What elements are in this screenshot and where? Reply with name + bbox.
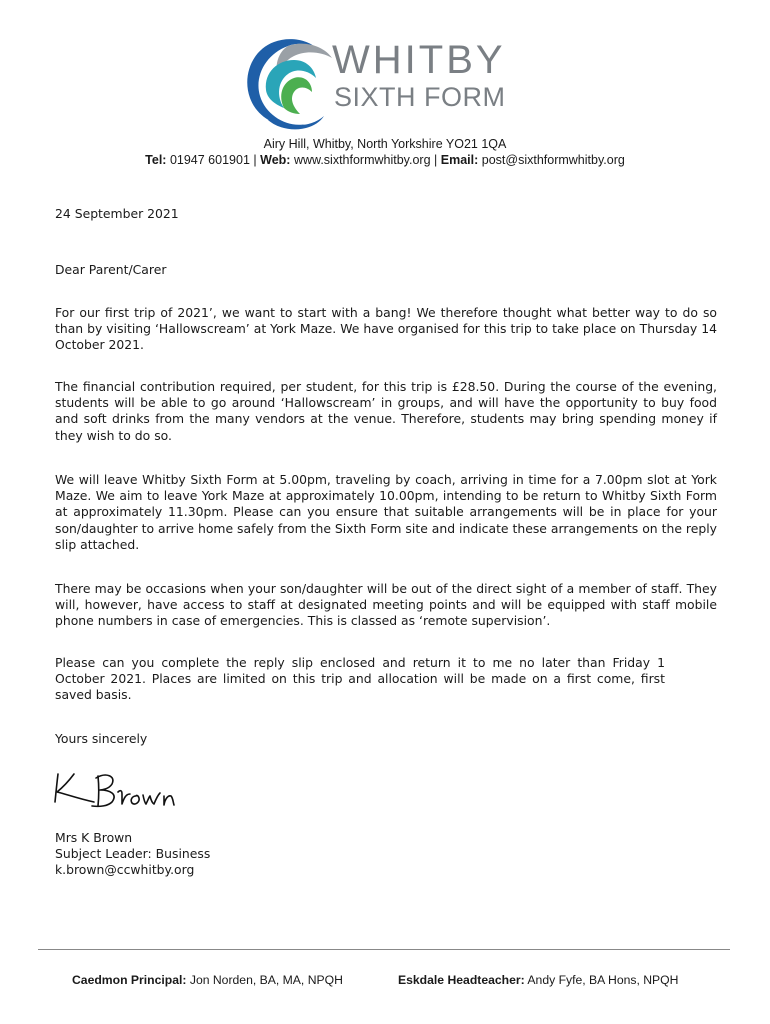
paragraph-4: There may be occasions when your son/daughter will be out of the direct sight of a member of staff. They will, however, have access to staff at designated meeting points and will be equipped with staff mobile phone numbers in case of emergencies. This is classed as ‘remote supervision’. [55, 581, 717, 629]
contact-line [0, 153, 770, 167]
signatory-email: k.brown@ccwhitby.org [55, 862, 195, 877]
paragraph-1: For our first trip of 2021’, we want to start with a bang! We therefore thought what better way to do so than by visiting ‘Hallowscream’ at York Maze. We have organised for this trip to take place on Thursday 14 October 2021. [55, 305, 717, 353]
web-label: Web: [260, 153, 291, 167]
handwritten-signature [52, 768, 182, 816]
footer-right-value: Andy Fyfe, BA Hons, NPQH [527, 973, 679, 987]
footer-left-label: Caedmon Principal: [72, 973, 187, 987]
school-logo [244, 36, 534, 136]
wave-logo-icon [244, 36, 336, 131]
email-value: post@sixthformwhitby.org [481, 153, 625, 167]
signatory-name: Mrs K Brown [55, 830, 133, 845]
salutation: Dear Parent/Carer [55, 262, 167, 277]
school-address: Airy Hill, Whitby, North Yorkshire YO21 1QA [263, 137, 507, 151]
letter-date: 24 September 2021 [55, 206, 179, 221]
separator: | [253, 153, 257, 167]
signatory-title: Subject Leader: Business [55, 846, 211, 861]
separator: | [434, 153, 438, 167]
email-label: Email: [440, 153, 479, 167]
footer-divider [38, 949, 730, 950]
paragraph-3: We will leave Whitby Sixth Form at 5.00pm, traveling by coach, arriving in time for a 7.00pm slot at York Maze. We aim to leave York Maze at approximately 10.00pm, intending to be return to Whitby Sixth Form at approximately 11.30pm. Please can you ensure that suitable arrangements will be in place for your son/daughter to arrive home safely from the Sixth Form site and indicate these arrangements on the reply slip attached. [55, 472, 717, 552]
logo-wordmark-sixth-form: SIXTH FORM [334, 82, 506, 112]
footer-caedmon [72, 973, 343, 987]
paragraph-5: Please can you complete the reply slip enclosed and return it to me no later than Friday 1 October 2021. Places are limited on this trip and allocation will be made on a first come, first saved basis. [55, 655, 665, 703]
paragraph-2: The financial contribution required, per student, for this trip is £28.50. During the course of the evening, students will be able to go around ‘Hallowscream’ in groups, and will have the opportunity to buy food and soft drinks from the many vendors at the venue. Therefore, students may bring spending money if they wish to do so. [55, 379, 717, 443]
tel-label: Tel: [145, 153, 167, 167]
tel-value: 01947 601901 [169, 153, 250, 167]
footer-eskdale [398, 973, 678, 987]
footer-left-value: Jon Norden, BA, MA, NPQH [189, 973, 343, 987]
footer-right-label: Eskdale Headteacher: [398, 973, 525, 987]
logo-wordmark-whitby: WHITBY [332, 38, 506, 82]
web-value: www.sixthformwhitby.org [293, 153, 431, 167]
closing: Yours sincerely [55, 731, 148, 746]
